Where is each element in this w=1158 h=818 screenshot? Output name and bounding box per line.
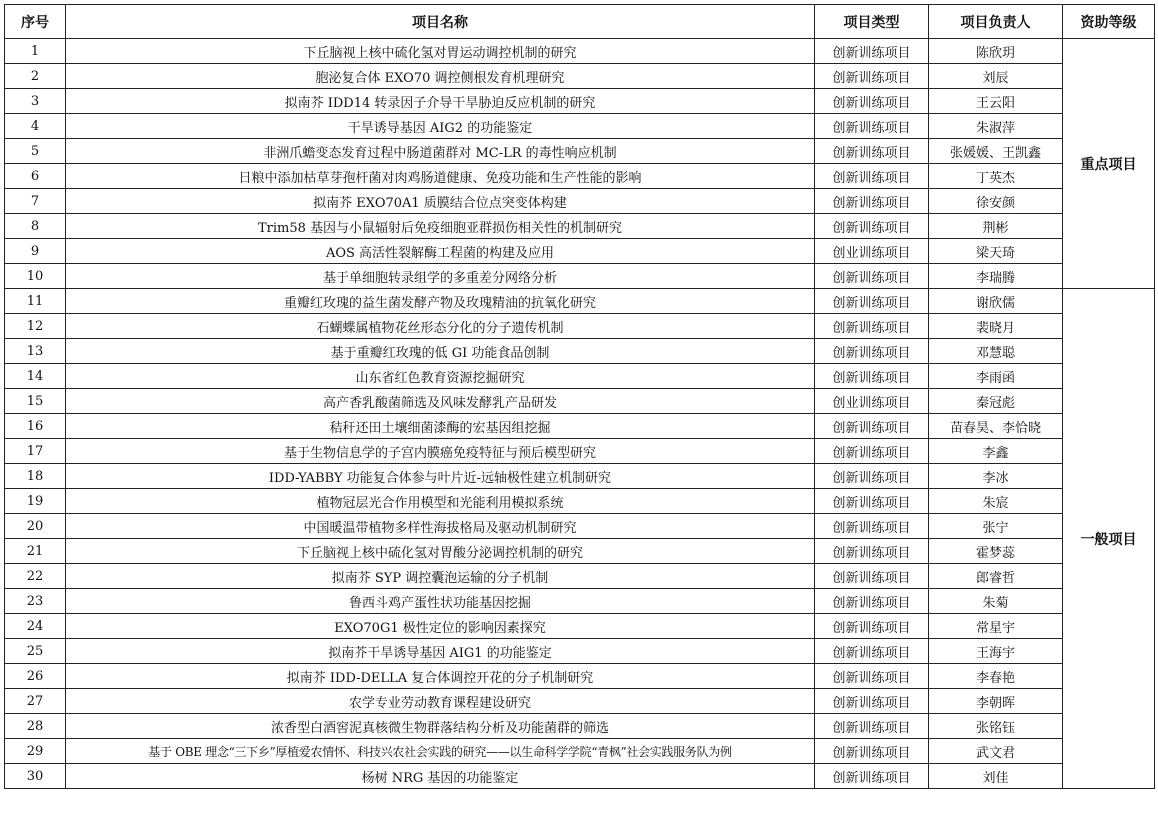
cell-no: 17 — [5, 439, 66, 464]
cell-project-type: 创新训练项目 — [815, 214, 929, 239]
cell-project-name: 基于单细胞转录组学的多重差分网络分析 — [66, 264, 815, 289]
cell-project-owner: 武文君 — [929, 739, 1063, 764]
cell-project-name: 鲁西斗鸡产蛋性状功能基因挖掘 — [66, 589, 815, 614]
cell-project-owner: 裴晓月 — [929, 314, 1063, 339]
table-row — [5, 489, 1155, 514]
header-funding-grade: 资助等级 — [1063, 5, 1155, 39]
cell-no: 27 — [5, 689, 66, 714]
cell-project-name: 中国暖温带植物多样性海拔格局及驱动机制研究 — [66, 514, 815, 539]
cell-project-type: 创新训练项目 — [815, 614, 929, 639]
cell-project-name: 日粮中添加枯草芽孢杆菌对肉鸡肠道健康、免疫功能和生产性能的影响 — [66, 164, 815, 189]
cell-no: 7 — [5, 189, 66, 214]
cell-project-type: 创新训练项目 — [815, 564, 929, 589]
cell-project-owner: 李冰 — [929, 464, 1063, 489]
cell-project-owner: 张铭钰 — [929, 714, 1063, 739]
cell-no: 11 — [5, 289, 66, 314]
cell-project-type: 创新训练项目 — [815, 489, 929, 514]
cell-project-owner: 丁英杰 — [929, 164, 1063, 189]
cell-project-owner: 陈欣玥 — [929, 39, 1063, 64]
cell-project-type: 创新训练项目 — [815, 689, 929, 714]
cell-project-name: 拟南芥 IDD14 转录因子介导干旱胁迫反应机制的研究 — [66, 89, 815, 114]
cell-no: 1 — [5, 39, 66, 64]
cell-project-owner: 朱淑萍 — [929, 114, 1063, 139]
cell-no: 21 — [5, 539, 66, 564]
cell-no: 8 — [5, 214, 66, 239]
cell-project-owner: 李朝晖 — [929, 689, 1063, 714]
table-row — [5, 264, 1155, 289]
cell-project-owner: 刘辰 — [929, 64, 1063, 89]
cell-no: 12 — [5, 314, 66, 339]
cell-project-type: 创新训练项目 — [815, 739, 929, 764]
cell-no: 19 — [5, 489, 66, 514]
cell-project-type: 创新训练项目 — [815, 39, 929, 64]
cell-project-name: 浓香型白酒窖泥真核微生物群落结构分析及功能菌群的筛选 — [66, 714, 815, 739]
cell-project-owner: 李雨函 — [929, 364, 1063, 389]
cell-project-owner: 李鑫 — [929, 439, 1063, 464]
cell-project-type: 创新训练项目 — [815, 539, 929, 564]
cell-project-name: 基于重瓣红玫瑰的低 GI 功能食品创制 — [66, 339, 815, 364]
cell-project-name: 拟南芥干旱诱导基因 AIG1 的功能鉴定 — [66, 639, 815, 664]
cell-project-owner: 王海宇 — [929, 639, 1063, 664]
cell-funding-grade: 重点项目 — [1063, 39, 1155, 289]
cell-project-owner: 邓慧聪 — [929, 339, 1063, 364]
table-row — [5, 514, 1155, 539]
cell-project-type: 创新训练项目 — [815, 339, 929, 364]
cell-no: 3 — [5, 89, 66, 114]
table-row — [5, 564, 1155, 589]
table-row — [5, 414, 1155, 439]
table-row — [5, 289, 1155, 314]
cell-no: 15 — [5, 389, 66, 414]
table-row — [5, 689, 1155, 714]
cell-project-type: 创新训练项目 — [815, 314, 929, 339]
table-row — [5, 64, 1155, 89]
cell-no: 9 — [5, 239, 66, 264]
header-no: 序号 — [5, 5, 66, 39]
header-project-name: 项目名称 — [66, 5, 815, 39]
cell-no: 6 — [5, 164, 66, 189]
cell-no: 5 — [5, 139, 66, 164]
cell-project-name: 秸秆还田土壤细菌漆酶的宏基因组挖掘 — [66, 414, 815, 439]
table-row — [5, 739, 1155, 764]
table-row — [5, 439, 1155, 464]
table-row — [5, 764, 1155, 789]
cell-project-owner: 郎睿哲 — [929, 564, 1063, 589]
cell-project-owner: 王云阳 — [929, 89, 1063, 114]
table-row — [5, 614, 1155, 639]
cell-no: 14 — [5, 364, 66, 389]
cell-project-name: 石蝴蝶属植物花丝形态分化的分子遗传机制 — [66, 314, 815, 339]
cell-project-type: 创新训练项目 — [815, 364, 929, 389]
cell-project-owner: 刘佳 — [929, 764, 1063, 789]
cell-project-name: Trim58 基因与小鼠辐射后免疫细胞亚群损伤相关性的机制研究 — [66, 214, 815, 239]
cell-no: 25 — [5, 639, 66, 664]
cell-project-type: 创新训练项目 — [815, 114, 929, 139]
cell-project-owner: 秦冠彪 — [929, 389, 1063, 414]
header-project-type: 项目类型 — [815, 5, 929, 39]
cell-no: 24 — [5, 614, 66, 639]
cell-no: 23 — [5, 589, 66, 614]
table-body — [5, 39, 1155, 789]
cell-project-type: 创新训练项目 — [815, 164, 929, 189]
cell-project-name: 杨树 NRG 基因的功能鉴定 — [66, 764, 815, 789]
cell-project-type: 创新训练项目 — [815, 514, 929, 539]
cell-project-owner: 李瑞腾 — [929, 264, 1063, 289]
table-row — [5, 389, 1155, 414]
cell-project-name: 农学专业劳动教育课程建设研究 — [66, 689, 815, 714]
table-row — [5, 89, 1155, 114]
cell-project-owner: 张宁 — [929, 514, 1063, 539]
cell-no: 29 — [5, 739, 66, 764]
table-row — [5, 464, 1155, 489]
cell-project-type: 创新训练项目 — [815, 414, 929, 439]
cell-project-name: 胞泌复合体 EXO70 调控侧根发育机理研究 — [66, 64, 815, 89]
project-list-table — [4, 4, 1155, 789]
cell-project-owner: 李春艳 — [929, 664, 1063, 689]
cell-project-owner: 霍梦蕊 — [929, 539, 1063, 564]
cell-project-name: AOS 高活性裂解酶工程菌的构建及应用 — [66, 239, 815, 264]
cell-project-name: 植物冠层光合作用模型和光能利用模拟系统 — [66, 489, 815, 514]
cell-project-owner: 谢欣儒 — [929, 289, 1063, 314]
project-list-table-wrapper — [4, 4, 1155, 789]
cell-project-type: 创新训练项目 — [815, 189, 929, 214]
cell-no: 4 — [5, 114, 66, 139]
cell-no: 2 — [5, 64, 66, 89]
cell-project-type: 创新训练项目 — [815, 64, 929, 89]
cell-project-type: 创业训练项目 — [815, 239, 929, 264]
table-row — [5, 364, 1155, 389]
cell-no: 13 — [5, 339, 66, 364]
cell-project-owner: 苗春昊、李恰晓 — [929, 414, 1063, 439]
cell-project-name: 干旱诱导基因 AIG2 的功能鉴定 — [66, 114, 815, 139]
table-row — [5, 339, 1155, 364]
cell-project-name: 下丘脑视上核中硫化氢对胃运动调控机制的研究 — [66, 39, 815, 64]
cell-no: 20 — [5, 514, 66, 539]
table-row — [5, 639, 1155, 664]
cell-project-name: 下丘脑视上核中硫化氢对胃酸分泌调控机制的研究 — [66, 539, 815, 564]
cell-project-type: 创新训练项目 — [815, 139, 929, 164]
cell-no: 26 — [5, 664, 66, 689]
table-row — [5, 114, 1155, 139]
cell-project-owner: 朱菊 — [929, 589, 1063, 614]
cell-project-type: 创新训练项目 — [815, 264, 929, 289]
header-project-owner: 项目负责人 — [929, 5, 1063, 39]
cell-project-type: 创新训练项目 — [815, 714, 929, 739]
table-row — [5, 139, 1155, 164]
cell-project-type: 创新训练项目 — [815, 289, 929, 314]
table-header — [5, 5, 1155, 39]
table-row — [5, 214, 1155, 239]
cell-no: 30 — [5, 764, 66, 789]
cell-no: 10 — [5, 264, 66, 289]
cell-project-type: 创业训练项目 — [815, 389, 929, 414]
cell-project-owner: 徐安颜 — [929, 189, 1063, 214]
cell-no: 22 — [5, 564, 66, 589]
table-row — [5, 664, 1155, 689]
cell-no: 28 — [5, 714, 66, 739]
cell-project-type: 创新训练项目 — [815, 89, 929, 114]
cell-project-name: 基于生物信息学的子宫内膜癌免疫特征与预后模型研究 — [66, 439, 815, 464]
cell-project-owner: 常星宇 — [929, 614, 1063, 639]
cell-no: 16 — [5, 414, 66, 439]
cell-project-owner: 荆彬 — [929, 214, 1063, 239]
cell-project-owner: 梁天琦 — [929, 239, 1063, 264]
table-row — [5, 164, 1155, 189]
cell-project-name: EXO70G1 极性定位的影响因素探究 — [66, 614, 815, 639]
cell-project-owner: 张媛媛、王凯鑫 — [929, 139, 1063, 164]
cell-project-type: 创新训练项目 — [815, 664, 929, 689]
table-row — [5, 239, 1155, 264]
cell-project-type: 创新训练项目 — [815, 464, 929, 489]
cell-project-name: 高产香乳酸菌筛选及风味发酵乳产品研发 — [66, 389, 815, 414]
cell-project-name: 山东省红色教育资源挖掘研究 — [66, 364, 815, 389]
cell-project-name: 拟南芥 SYP 调控囊泡运输的分子机制 — [66, 564, 815, 589]
cell-project-name: 基于 OBE 理念“三下乡”厚植爱农情怀、科技兴农社会实践的研究——以生命科学学院“青枫”社会实践服务队为例 — [66, 739, 815, 764]
cell-project-type: 创新训练项目 — [815, 764, 929, 789]
cell-project-owner: 朱宸 — [929, 489, 1063, 514]
cell-project-name: 非洲爪蟾变态发育过程中肠道菌群对 MC-LR 的毒性响应机制 — [66, 139, 815, 164]
table-row — [5, 589, 1155, 614]
table-row — [5, 539, 1155, 564]
table-row — [5, 189, 1155, 214]
table-row — [5, 714, 1155, 739]
cell-funding-grade: 一般项目 — [1063, 289, 1155, 789]
cell-project-type: 创新训练项目 — [815, 589, 929, 614]
header-row — [5, 5, 1155, 39]
cell-no: 18 — [5, 464, 66, 489]
cell-project-type: 创新训练项目 — [815, 439, 929, 464]
table-row — [5, 39, 1155, 64]
cell-project-name: 重瓣红玫瑰的益生菌发酵产物及玫瑰精油的抗氧化研究 — [66, 289, 815, 314]
cell-project-name: IDD-YABBY 功能复合体参与叶片近-远轴极性建立机制研究 — [66, 464, 815, 489]
table-row — [5, 314, 1155, 339]
cell-project-name: 拟南芥 IDD-DELLA 复合体调控开花的分子机制研究 — [66, 664, 815, 689]
cell-project-type: 创新训练项目 — [815, 639, 929, 664]
cell-project-name: 拟南芥 EXO70A1 质膜结合位点突变体构建 — [66, 189, 815, 214]
